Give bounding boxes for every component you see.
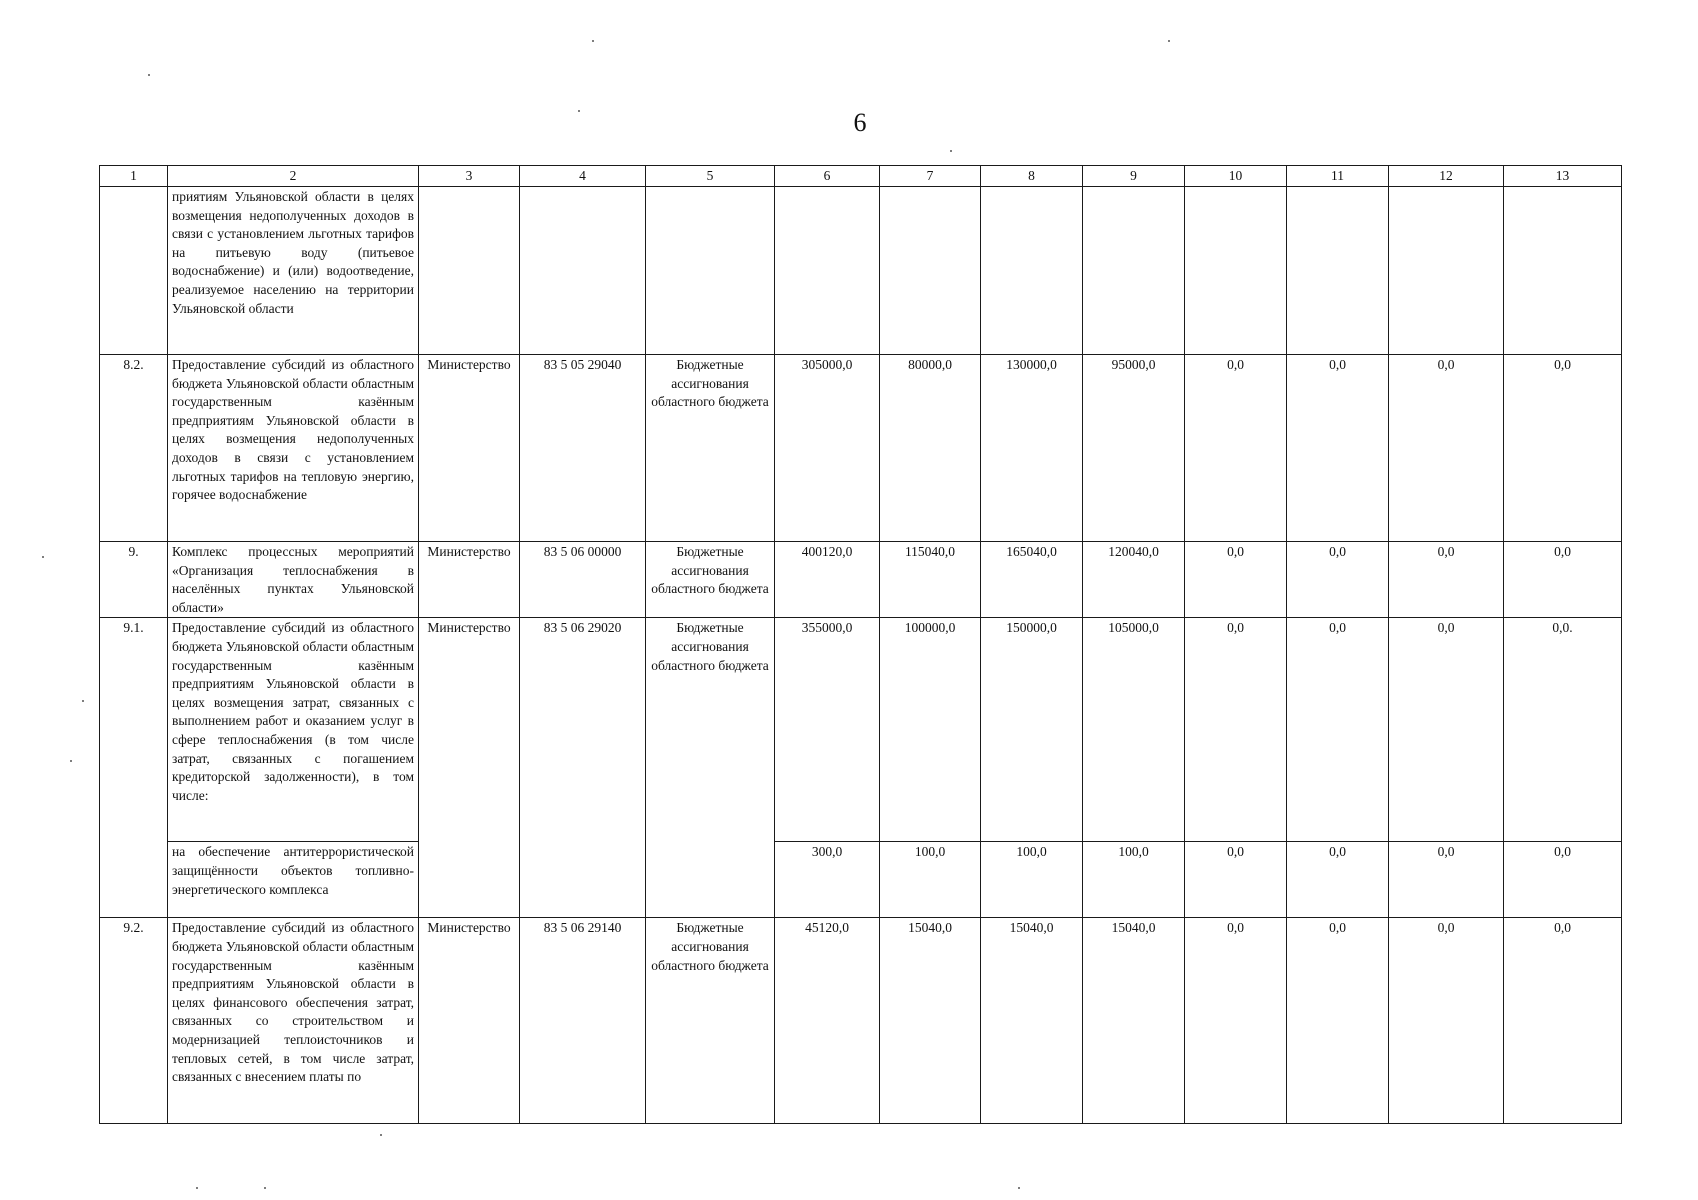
row-value-col8 — [981, 187, 1083, 355]
scan-speck — [1018, 1187, 1020, 1189]
row-source: Бюджетные ассигнования областного бюджета — [646, 918, 775, 1124]
column-header: 1 — [100, 166, 168, 187]
row-value-col9 — [1083, 187, 1185, 355]
row-value-col7: 100000,0 — [880, 618, 981, 842]
table-row — [100, 187, 1622, 355]
column-number-row — [100, 166, 1622, 187]
row-number — [100, 187, 168, 355]
row-source: Бюджетные ассигнования областного бюджета — [646, 542, 775, 618]
column-header: 13 — [1504, 166, 1622, 187]
column-header: 12 — [1389, 166, 1504, 187]
scan-speck — [264, 1187, 266, 1189]
row-executor: Министерство — [419, 918, 520, 1124]
row-code: 83 5 06 00000 — [520, 542, 646, 618]
row-description: Предоставление субсидий из областного бюджета Ульяновской области областным государственным казённым предприятиям Ульяновской области в целях возмещения затрат, связанных с выполнением работ и оказанием услуг в сфере теплоснабжения (в том числе затрат, связанных с погашением кредиторской задолженности), в том числе: — [168, 618, 419, 842]
row-value-col12: 0,0 — [1389, 355, 1504, 542]
row-value-col8: 15040,0 — [981, 918, 1083, 1124]
row-number: 8.2. — [100, 355, 168, 542]
row-value-col6: 305000,0 — [775, 355, 880, 542]
row-source: Бюджетные ассигнования областного бюджета — [646, 355, 775, 542]
row-value-col12: 0,0 — [1389, 842, 1504, 918]
row-executor: Министерство — [419, 618, 520, 918]
row-description: Предоставление субсидий из областного бюджета Ульяновской области областным государственным казённым предприятиям Ульяновской области в целях финансового обеспечения затрат, связанных со строительством и модернизацией теплоисточников и тепловых сетей, в том числе затрат, связанных с внесением платы по — [168, 918, 419, 1124]
row-value-col11: 0,0 — [1287, 918, 1389, 1124]
row-value-col11: 0,0 — [1287, 618, 1389, 842]
column-header: 7 — [880, 166, 981, 187]
row-value-col13: 0,0 — [1504, 355, 1622, 542]
row-value-col13 — [1504, 187, 1622, 355]
row-description: Предоставление субсидий из областного бюджета Ульяновской области областным государственным казённым предприятиям Ульяновской области в целях возмещения недополученных доходов в связи с установлением льготных тарифов на тепловую энергию, горячее водоснабжение — [168, 355, 419, 542]
row-value-col10: 0,0 — [1185, 918, 1287, 1124]
page-number: 6 — [853, 108, 867, 137]
scan-speck — [196, 1187, 198, 1189]
row-executor — [419, 187, 520, 355]
row-value-col11: 0,0 — [1287, 355, 1389, 542]
row-value-col13: 0,0 — [1504, 542, 1622, 618]
scan-speck — [1168, 40, 1170, 42]
table-row — [100, 355, 1622, 542]
scan-speck — [42, 556, 44, 558]
row-value-col10: 0,0 — [1185, 618, 1287, 842]
row-value-col8: 100,0 — [981, 842, 1083, 918]
row-value-col12: 0,0 — [1389, 618, 1504, 842]
row-description: Комплекс процессных мероприятий «Организация теплоснабжения в населённых пунктах Ульяновской области» — [168, 542, 419, 618]
column-header: 10 — [1185, 166, 1287, 187]
row-number: 9.1. — [100, 618, 168, 918]
row-value-col13: 0,0 — [1504, 918, 1622, 1124]
row-code — [520, 187, 646, 355]
row-value-col7: 80000,0 — [880, 355, 981, 542]
row-value-col8: 130000,0 — [981, 355, 1083, 542]
row-value-col6: 45120,0 — [775, 918, 880, 1124]
scan-speck — [592, 40, 594, 42]
row-value-col13: 0,0 — [1504, 842, 1622, 918]
row-value-col6: 300,0 — [775, 842, 880, 918]
row-value-col6 — [775, 187, 880, 355]
row-value-col12 — [1389, 187, 1504, 355]
row-number: 9. — [100, 542, 168, 618]
scan-speck — [82, 700, 84, 702]
scan-speck — [70, 760, 72, 762]
row-description: приятиям Ульяновской области в целях возмещения недополученных доходов в связи с установлением льготных тарифов на питьевую воду (питьевое водоснабжение) и (или) водоотведение, реализуемое населению на территории Ульяновской области — [168, 187, 419, 355]
table-row — [100, 918, 1622, 1124]
table-row — [100, 618, 1622, 842]
table-row — [100, 842, 1622, 918]
row-number: 9.2. — [100, 918, 168, 1124]
row-value-col7 — [880, 187, 981, 355]
row-description: на обеспечение антитеррористической защищённости объектов топливно-энергетического комплекса — [168, 842, 419, 918]
row-source — [646, 187, 775, 355]
row-value-col9: 15040,0 — [1083, 918, 1185, 1124]
scan-speck — [148, 74, 150, 76]
row-value-col10: 0,0 — [1185, 842, 1287, 918]
row-value-col11: 0,0 — [1287, 542, 1389, 618]
row-value-col9: 95000,0 — [1083, 355, 1185, 542]
row-value-col6: 400120,0 — [775, 542, 880, 618]
row-value-col10: 0,0 — [1185, 542, 1287, 618]
scan-speck — [950, 150, 952, 152]
column-header: 11 — [1287, 166, 1389, 187]
column-header: 9 — [1083, 166, 1185, 187]
row-code: 83 5 06 29140 — [520, 918, 646, 1124]
row-value-col7: 15040,0 — [880, 918, 981, 1124]
row-value-col9: 120040,0 — [1083, 542, 1185, 618]
row-value-col7: 100,0 — [880, 842, 981, 918]
row-value-col9: 100,0 — [1083, 842, 1185, 918]
row-value-col8: 165040,0 — [981, 542, 1083, 618]
scan-speck — [578, 110, 580, 112]
row-value-col11: 0,0 — [1287, 842, 1389, 918]
program-table — [99, 165, 1622, 1124]
row-value-col12: 0,0 — [1389, 542, 1504, 618]
column-header: 6 — [775, 166, 880, 187]
column-header: 2 — [168, 166, 419, 187]
column-header: 3 — [419, 166, 520, 187]
row-value-col11 — [1287, 187, 1389, 355]
row-code: 83 5 05 29040 — [520, 355, 646, 542]
column-header: 4 — [520, 166, 646, 187]
row-value-col6: 355000,0 — [775, 618, 880, 842]
column-header: 5 — [646, 166, 775, 187]
column-header: 8 — [981, 166, 1083, 187]
row-executor: Министерство — [419, 542, 520, 618]
row-code: 83 5 06 29020 — [520, 618, 646, 918]
row-value-col13: 0,0. — [1504, 618, 1622, 842]
row-value-col10: 0,0 — [1185, 355, 1287, 542]
row-value-col12: 0,0 — [1389, 918, 1504, 1124]
row-executor: Министерство — [419, 355, 520, 542]
table-row — [100, 542, 1622, 618]
row-value-col9: 105000,0 — [1083, 618, 1185, 842]
row-value-col7: 115040,0 — [880, 542, 981, 618]
row-value-col10 — [1185, 187, 1287, 355]
row-value-col8: 150000,0 — [981, 618, 1083, 842]
scan-speck — [380, 1134, 382, 1136]
row-source: Бюджетные ассигнования областного бюджета — [646, 618, 775, 918]
